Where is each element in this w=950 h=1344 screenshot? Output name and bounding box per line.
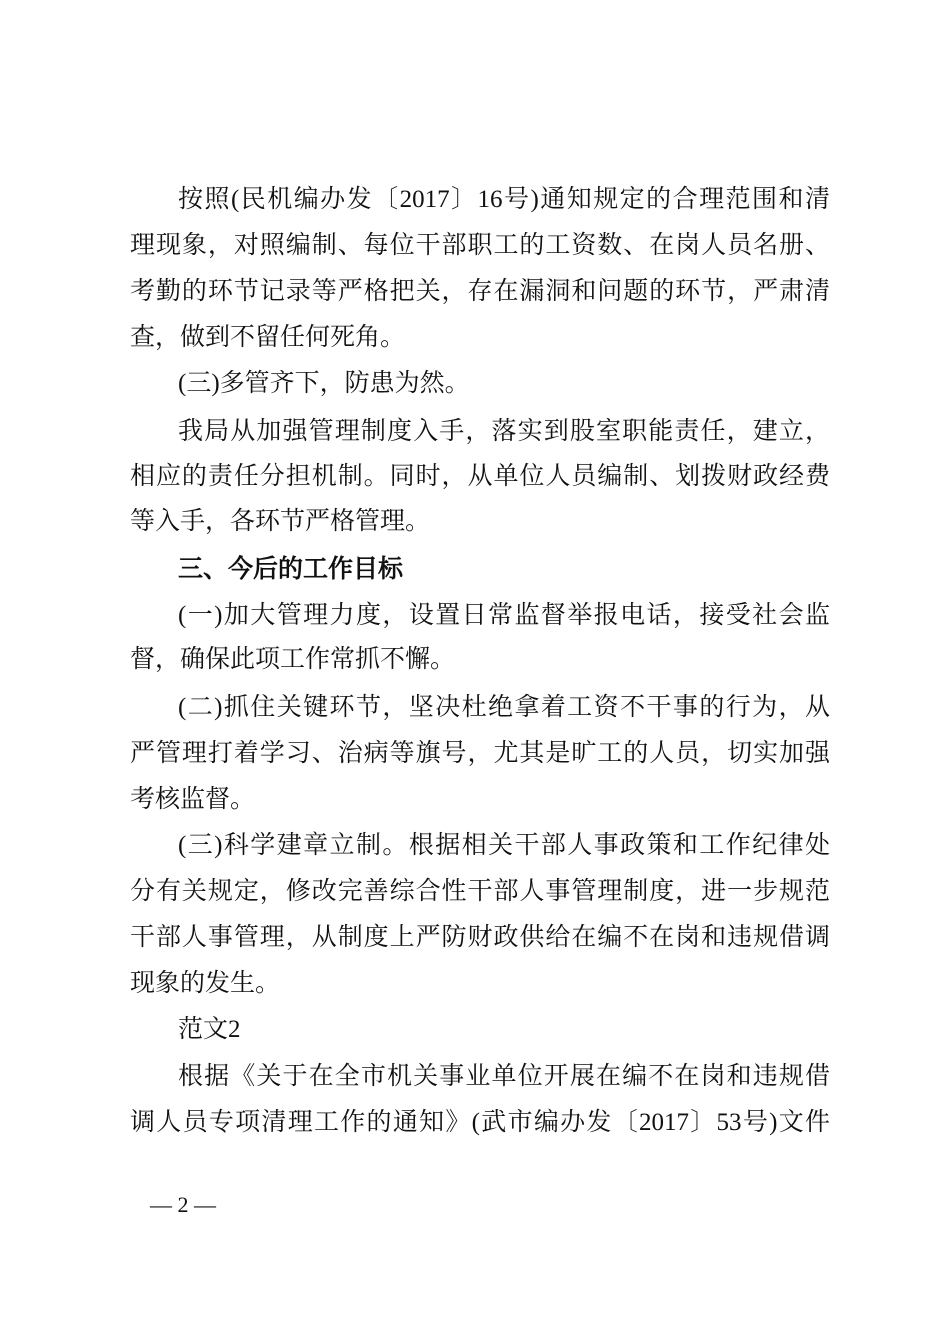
text-line: (三)科学建章立制。根据相关干部人事政策和工作纪律处 bbox=[178, 832, 830, 859]
text-line: 督，确保此项工作常抓不懈。 bbox=[130, 646, 456, 673]
text-line: 等入手，各环节严格管理。 bbox=[130, 508, 431, 535]
text-line: 范文2 bbox=[178, 1016, 241, 1043]
section-heading: 三、今后的工作目标 bbox=[178, 556, 404, 583]
text-line: (三)多管齐下，防患为然。 bbox=[178, 370, 470, 397]
text-line: 分有关规定，修改完善综合性干部人事管理制度，进一步规范 bbox=[130, 878, 830, 905]
text-line: (一)加大管理力度，设置日常监督举报电话，接受社会监 bbox=[178, 602, 830, 629]
page-number: — 2 — bbox=[150, 1192, 216, 1217]
text-line: 根据《关于在全市机关事业单位开展在编不在岗和违规借 bbox=[178, 1063, 830, 1090]
text-line: (二)抓住关键环节，坚决杜绝拿着工资不干事的行为，从 bbox=[178, 694, 830, 721]
text-line: 我局从加强管理制度入手，落实到股室职能责任，建立， bbox=[178, 418, 830, 445]
text-line: 考核监督。 bbox=[130, 786, 256, 813]
text-line: 按照(民机编办发〔2017〕16号)通知规定的合理范围和清 bbox=[178, 186, 830, 213]
text-line: 干部人事管理，从制度上严防财政供给在编不在岗和违规借调 bbox=[130, 924, 830, 951]
text-line: 调人员专项清理工作的通知》(武市编办发〔2017〕53号)文件 bbox=[130, 1109, 830, 1136]
text-line: 现象的发生。 bbox=[130, 970, 281, 997]
text-line: 理现象，对照编制、每位干部职工的工资数、在岗人员名册、 bbox=[130, 232, 830, 259]
text-line: 相应的责任分担机制。同时，从单位人员编制、划拨财政经费 bbox=[130, 463, 830, 490]
text-line: 考勤的环节记录等严格把关，存在漏洞和问题的环节，严肃清 bbox=[130, 278, 830, 305]
text-line: 查，做到不留任何死角。 bbox=[130, 324, 406, 351]
text-line: 严管理打着学习、治病等旗号，尤其是旷工的人员，切实加强 bbox=[130, 740, 830, 767]
